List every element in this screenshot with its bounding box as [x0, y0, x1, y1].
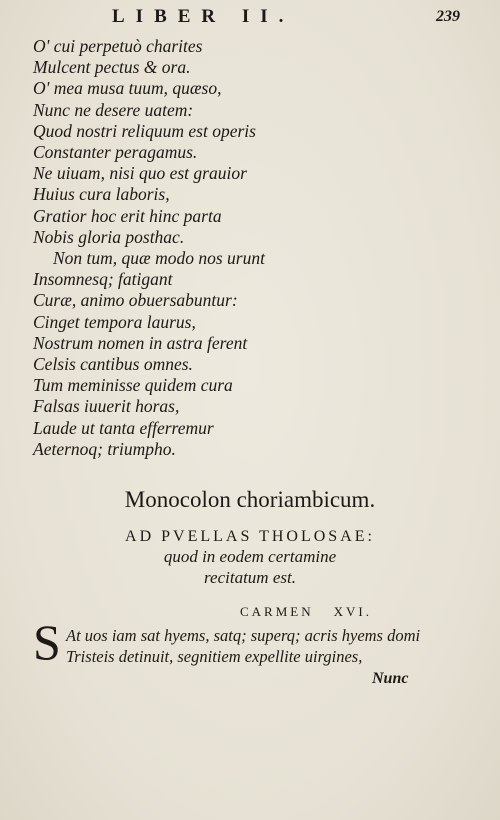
- section-heading: Monocolon choriambicum.: [124, 487, 376, 512]
- prose-line: Tristeis detinuit, segnitiem expellite uirgines,: [66, 647, 363, 666]
- catchword: Nunc: [372, 670, 409, 687]
- poem-line: Constanter peragamus.: [33, 142, 198, 163]
- poem-line: Celsis cantibus omnes.: [33, 354, 193, 375]
- poem-line: Insomnesq; fatigant: [33, 269, 173, 290]
- poem-line: Falsas iuuerit horas,: [33, 396, 180, 417]
- poem-line: O' mea musa tuum, quæso,: [33, 78, 222, 99]
- poem-line: Tum meminisse quidem cura: [33, 375, 233, 396]
- prose-line: At uos iam sat hyems, satq; superq; acris hyems domi: [66, 626, 421, 645]
- poem-line: Aeternoq; triumpho.: [33, 438, 176, 459]
- section-addressee: AD PVELLAS THOLOSAE:: [125, 528, 375, 545]
- poem-line: Laude ut tanta efferremur: [33, 417, 214, 438]
- poem-block: [33, 36, 473, 460]
- running-head: [0, 6, 500, 32]
- poem-line: Nostrum nomen in astra ferent: [33, 332, 248, 353]
- poem-line: Quod nostri reliquum est operis: [33, 120, 256, 141]
- poem-line: Huius cura laboris,: [33, 184, 170, 205]
- carmen-number: XVI.: [333, 604, 372, 619]
- poem-line: Mulcent pectus & ora.: [33, 57, 191, 78]
- poem-line: Curæ, animo obuersabuntur:: [33, 290, 238, 311]
- running-title: LIBER II.: [112, 6, 295, 27]
- page-number: 239: [436, 8, 460, 25]
- poem-line: Cinget tempora laurus,: [33, 311, 196, 332]
- poem-line: Ne uiuam, nisi quo est grauior: [33, 163, 247, 184]
- drop-initial: S: [33, 614, 61, 670]
- prose-block: [66, 625, 486, 667]
- carmen-word: CARMEN: [240, 604, 314, 619]
- poem-line: O' cui perpetuò charites: [33, 36, 203, 56]
- poem-line: Nunc ne desere uatem:: [33, 99, 194, 120]
- poem-line: Gratior hoc erit hinc parta: [33, 205, 222, 226]
- poem-line: Non tum, quæ modo nos urunt: [53, 248, 265, 269]
- section-subline: quod in eodem certamine: [163, 547, 337, 566]
- carmen-label: [240, 604, 372, 620]
- poem-line: Nobis gloria posthac.: [33, 226, 185, 247]
- section-subline: recitatum est.: [204, 568, 296, 587]
